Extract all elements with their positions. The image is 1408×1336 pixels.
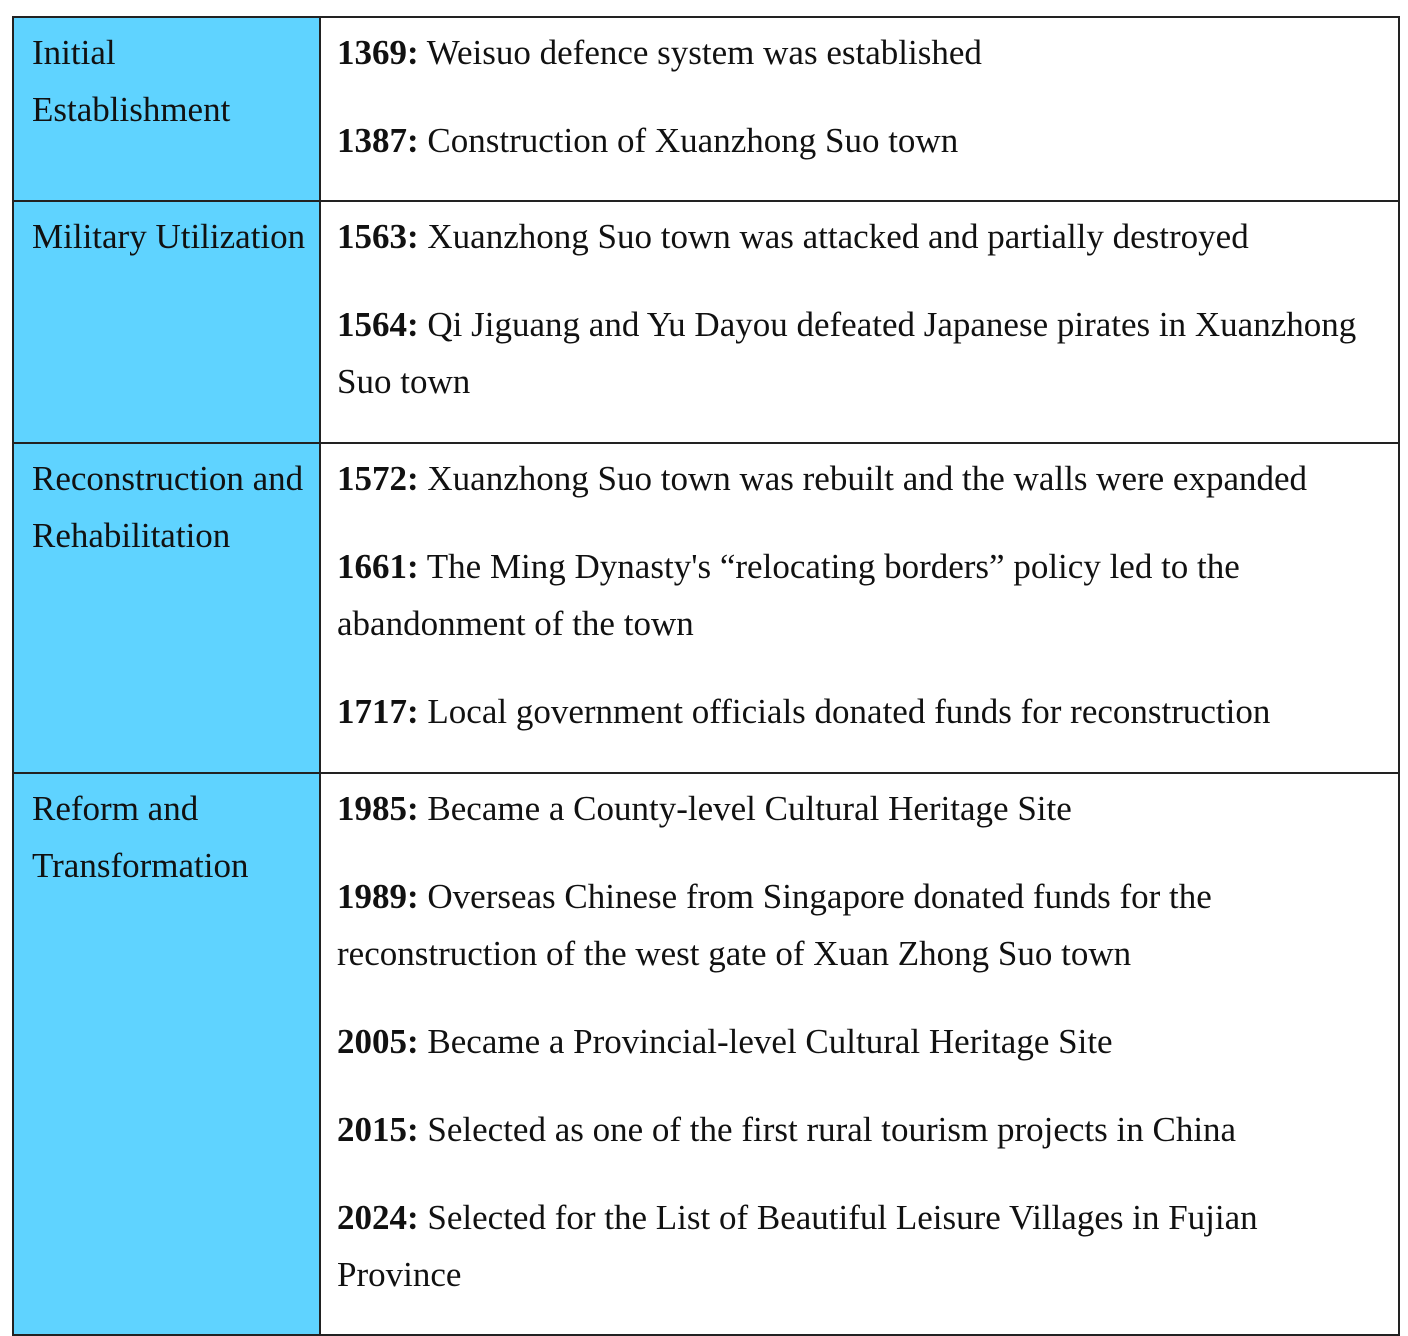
timeline-table — [12, 16, 1400, 1336]
event-item — [337, 450, 1384, 507]
events-cell — [320, 17, 1399, 201]
events-cell — [320, 443, 1399, 773]
event-text: Qi Jiguang and Yu Dayou defeated Japanese pirates in Xuanzhong Suo town — [337, 305, 1357, 401]
event-year: 2024: — [337, 1198, 419, 1237]
event-text: The Ming Dynasty's “relocating borders” policy led to the abandonment of the town — [337, 547, 1240, 643]
event-item — [337, 112, 1384, 169]
events-cell — [320, 773, 1399, 1335]
event-year: 1572: — [337, 459, 419, 498]
event-item — [337, 24, 1384, 81]
event-text: Construction of Xuanzhong Suo town — [418, 121, 959, 160]
phase-cell: Initial Establishment — [13, 17, 320, 201]
event-year: 1989: — [337, 877, 419, 916]
event-text: Became a County-level Cultural Heritage Site — [418, 789, 1072, 828]
event-text: Xuanzhong Suo town was attacked and partially destroyed — [418, 217, 1249, 256]
event-item — [337, 868, 1384, 982]
event-item — [337, 208, 1384, 265]
event-year: 2005: — [337, 1022, 419, 1061]
table-row-initial-establishment — [13, 17, 1399, 201]
phase-cell: Reconstruction and Rehabilitation — [13, 443, 320, 773]
table-row-reform-and-transformation — [13, 773, 1399, 1335]
table-row-military-utilization — [13, 201, 1399, 443]
event-item — [337, 780, 1384, 837]
event-year: 1564: — [337, 305, 419, 344]
event-text: Xuanzhong Suo town was rebuilt and the walls were expanded — [418, 459, 1308, 498]
event-item — [337, 1013, 1384, 1070]
event-year: 1563: — [337, 217, 419, 256]
event-item — [337, 538, 1384, 652]
phase-cell: Reform and Transformation — [13, 773, 320, 1335]
event-item — [337, 1101, 1384, 1158]
event-year: 2015: — [337, 1110, 419, 1149]
event-year: 1369: — [337, 33, 419, 72]
event-year: 1661: — [337, 547, 419, 586]
event-year: 1717: — [337, 692, 419, 731]
event-text: Weisuo defence system was established — [418, 33, 982, 72]
event-text: Selected for the List of Beautiful Leisure Villages in Fujian Province — [337, 1198, 1258, 1294]
event-text: Became a Provincial-level Cultural Heritage Site — [418, 1022, 1113, 1061]
phase-cell: Military Utilization — [13, 201, 320, 443]
event-year: 1387: — [337, 121, 419, 160]
event-item — [337, 683, 1384, 740]
event-text: Local government officials donated funds for reconstruction — [418, 692, 1271, 731]
event-text: Selected as one of the first rural tourism projects in China — [418, 1110, 1237, 1149]
events-cell — [320, 201, 1399, 443]
event-item — [337, 1189, 1384, 1303]
event-text: Overseas Chinese from Singapore donated funds for the reconstruction of the west gate of Xuan Zhong Suo town — [337, 877, 1212, 973]
event-item — [337, 296, 1384, 410]
event-year: 1985: — [337, 789, 419, 828]
table-row-reconstruction-and-rehabilitation — [13, 443, 1399, 773]
